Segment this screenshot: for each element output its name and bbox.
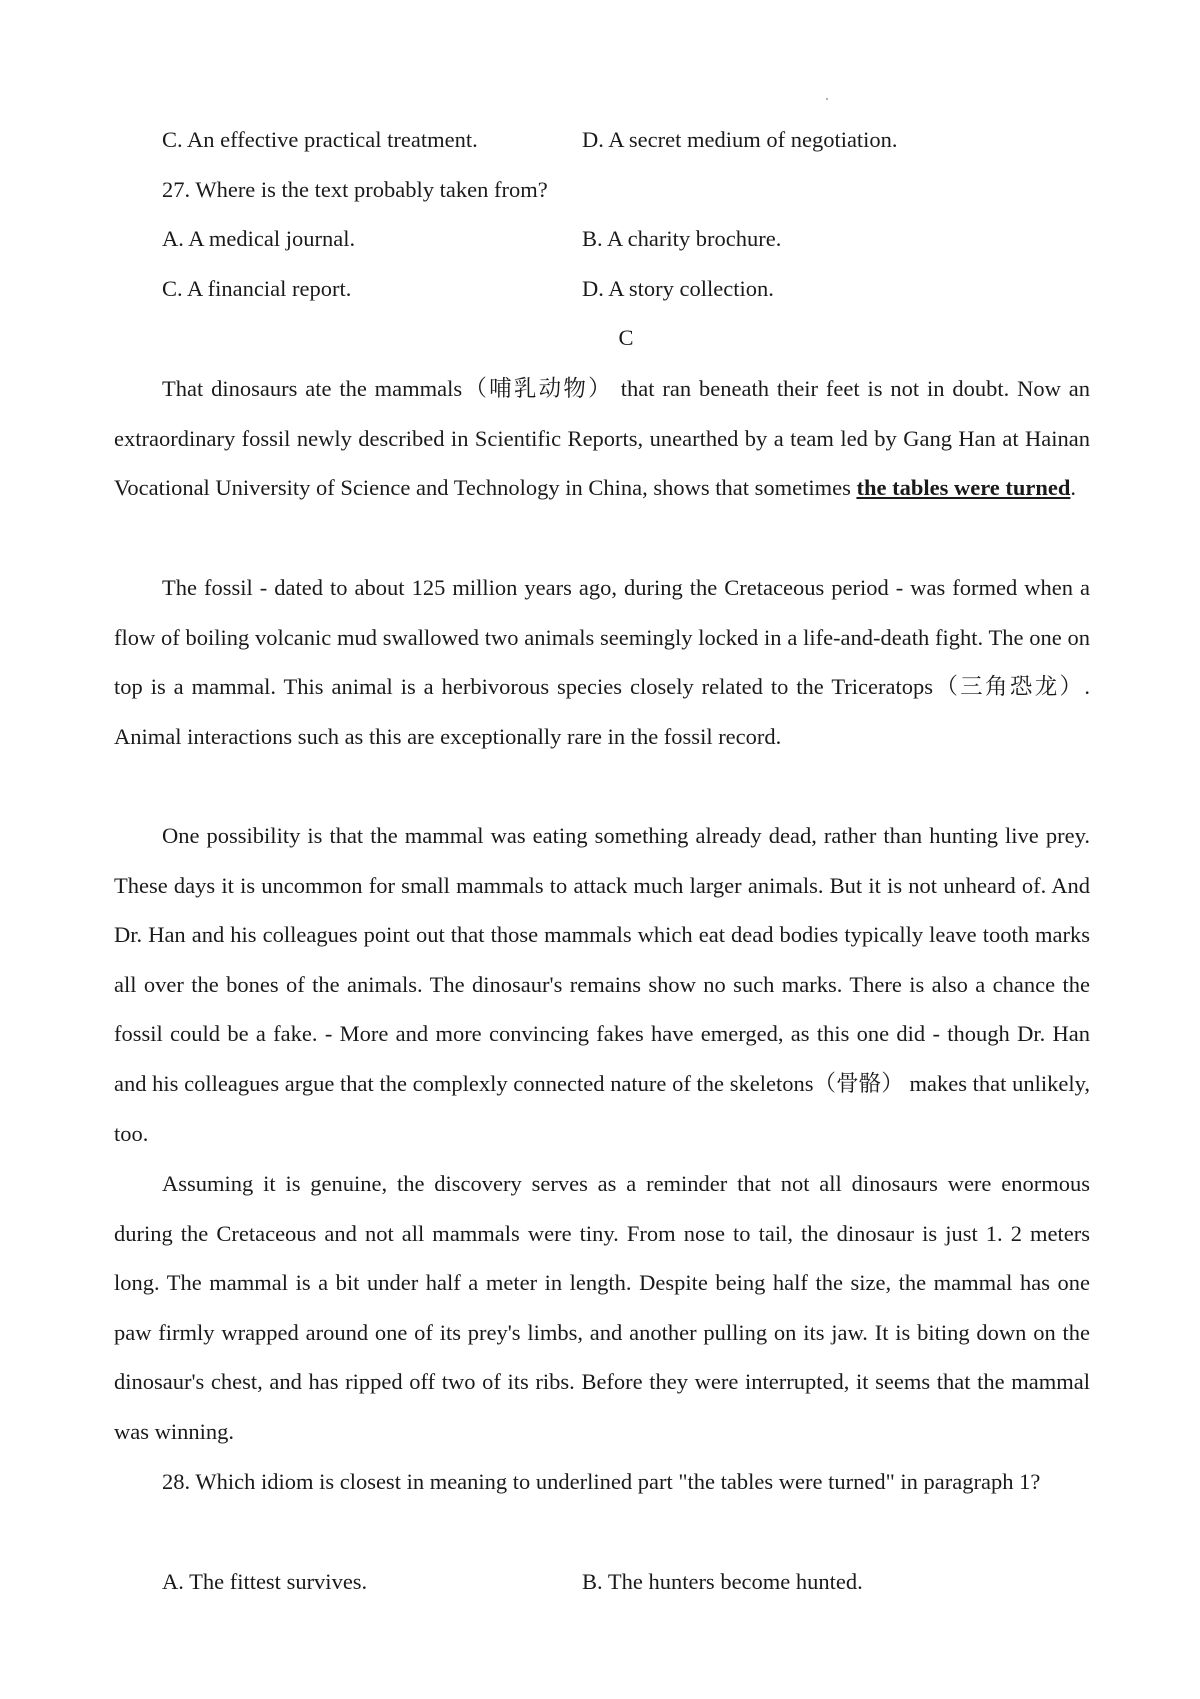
- paragraph-1-text: That dinosaurs ate the mammals（哺乳动物） that ran beneath their feet is not in doubt. Now an extraordinary fossil newly described in Scientific Reports, unearthed by a team led by Gang Han at Hainan Vocational University of Science and Technology in China, shows that sometimes: [114, 376, 1090, 501]
- underlined-phrase: the tables were turned: [856, 475, 1071, 501]
- paragraph-1-end: .: [1070, 475, 1077, 501]
- q28-option-b: B. The hunters become hunted.: [582, 1569, 863, 1594]
- passage-paragraph-2: The fossil - dated to about 125 million years ago, during the Cretaceous period - was formed when a flow of boiling volcanic mud swallowed two animals seemingly locked in a life-and-death fight. The one on top is a mammal. This animal is a herbivorous species closely related to the Triceratops（三角恐龙）. Animal interactions such as this are exceptionally rare in the fossil record.: [114, 575, 1090, 749]
- q27-option-d: D. A story collection.: [582, 276, 774, 301]
- q26-option-d: D. A secret medium of negotiation.: [582, 127, 898, 152]
- passage-paragraph-4: Assuming it is genuine, the discovery serves as a reminder that not all dinosaurs were enormous during the Cretaceous and not all mammals were tiny. From nose to tail, the dinosaur is just 1. 2 meters long. The mammal is a bit under half a meter in length. Despite being half the size, the mammal has one paw firmly wrapped around one of its prey's limbs, and another pulling on its jaw. It is biting down on the dinosaur's chest, and has ripped off two of its ribs. Before they were interrupted, it seems that the mammal was winning.: [114, 1171, 1090, 1444]
- q28-question: 28. Which idiom is closest in meaning to underlined part "the tables were turned" in paragraph 1?: [162, 1469, 1041, 1494]
- passage-paragraph-1: [114, 364, 1090, 513]
- section-letter: C: [618, 325, 634, 350]
- q27-option-a: A. A medical journal.: [162, 226, 356, 251]
- stray-mark: [826, 98, 828, 100]
- q27-question: 27. Where is the text probably taken from?: [162, 177, 548, 202]
- q27-option-c: C. A financial report.: [162, 276, 352, 301]
- q26-option-c: C. An effective practical treatment.: [162, 127, 478, 152]
- q28-option-a: A. The fittest survives.: [162, 1569, 368, 1594]
- passage-paragraph-3: One possibility is that the mammal was eating something already dead, rather than hunting live prey. These days it is uncommon for small mammals to attack much larger animals. But it is not unheard of. And Dr. Han and his colleagues point out that those mammals which eat dead bodies typically leave tooth marks all over the bones of the animals. The dinosaur's remains show no such marks. There is also a chance the fossil could be a fake. - More and more convincing fakes have emerged, as this one did - though Dr. Han and his colleagues argue that the complexly connected nature of the skeletons（骨骼） makes that unlikely, too.: [114, 823, 1090, 1146]
- q27-option-b: B. A charity brochure.: [582, 226, 782, 251]
